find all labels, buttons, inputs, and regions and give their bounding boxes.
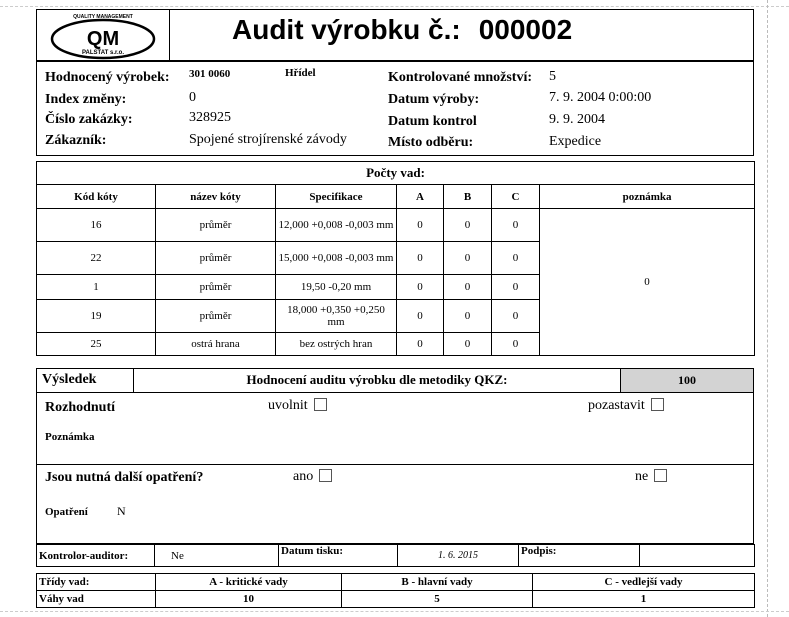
class-c-label: C - vedlejší vady (533, 574, 755, 591)
quantity-value: 5 (549, 69, 556, 84)
no-label: ne (635, 469, 649, 484)
row-b: 0 (444, 333, 492, 356)
class-a-weight: 10 (156, 591, 342, 608)
method-label: Hodnocení auditu výrobku dle metodiky QKZ: (246, 372, 508, 387)
classes-table (36, 573, 755, 608)
logo-letters: QM (86, 28, 120, 50)
yes-checkbox[interactable] (319, 469, 332, 482)
score-value: 100 (678, 373, 696, 387)
row-a: 0 (397, 300, 444, 333)
row-b: 0 (444, 300, 492, 333)
customer-label: Zákazník: (45, 133, 107, 148)
row-code: 19 (37, 300, 156, 333)
print-date-label: Datum tisku: (279, 545, 398, 567)
row-spec: 15,000 +0,008 -0,003 mm (276, 242, 397, 275)
col-note: poznámka (540, 185, 755, 209)
row-spec: 18,000 +0,350 +0,250 mm (276, 300, 397, 333)
row-spec: 12,000 +0,008 -0,003 mm (276, 209, 397, 242)
row-b: 0 (444, 275, 492, 300)
col-spec: Specifikace (276, 185, 397, 209)
product-name: Hřídel (285, 67, 316, 79)
audit-number: 000002 (478, 14, 573, 45)
row-b: 0 (444, 242, 492, 275)
row-c: 0 (492, 242, 540, 275)
col-code: Kód kóty (37, 185, 156, 209)
pickup-label: Místo odběru: (388, 135, 474, 150)
defects-table (36, 161, 755, 356)
col-b: B (444, 185, 492, 209)
prod-date-value: 7. 9. 2004 0:00:00 (549, 90, 652, 105)
product-label: Hodnocený výrobek: (45, 70, 170, 85)
row-spec: bez ostrých hran (276, 333, 397, 356)
row-code: 1 (37, 275, 156, 300)
release-option[interactable] (268, 398, 327, 414)
defects-title: Počty vad: (37, 162, 755, 185)
footer-table (36, 544, 755, 567)
check-date-label: Datum kontrol (388, 114, 477, 129)
pickup-value: Expedice (549, 134, 602, 149)
page-edge-top (0, 6, 789, 7)
class-c-weight: 1 (533, 591, 755, 608)
no-checkbox[interactable] (654, 469, 667, 482)
order-label: Číslo zakázky: (45, 112, 133, 127)
yes-label: ano (293, 469, 314, 484)
hold-checkbox[interactable] (651, 398, 664, 411)
title-text: Audit výrobku č.: (232, 14, 461, 45)
row-name: průměr (156, 275, 276, 300)
no-option[interactable] (635, 469, 667, 485)
row-spec: 19,50 -0,20 mm (276, 275, 397, 300)
row-a: 0 (397, 209, 444, 242)
measures-value: N (117, 504, 126, 518)
row-b: 0 (444, 209, 492, 242)
page-edge-right (767, 0, 768, 617)
result-label: Výsledek (42, 372, 97, 387)
signature-label: Podpis: (519, 545, 640, 567)
row-name: průměr (156, 242, 276, 275)
row-c: 0 (492, 275, 540, 300)
further-label: Jsou nutná další opatření? (45, 470, 204, 485)
row-code: 25 (37, 333, 156, 356)
prod-date-label: Datum výroby: (388, 92, 480, 107)
row-note: 0 (540, 209, 755, 356)
release-checkbox[interactable] (314, 398, 327, 411)
print-date-value: 1. 6. 2015 (398, 545, 519, 567)
page-title (232, 14, 572, 46)
row-code: 22 (37, 242, 156, 275)
release-label: uvolnit (268, 398, 308, 413)
class-b-label: B - hlavní vady (342, 574, 533, 591)
auditor-label: Kontrolor-auditor: (37, 545, 155, 567)
row-a: 0 (397, 275, 444, 300)
order-value: 328925 (189, 110, 231, 125)
yes-option[interactable] (293, 469, 332, 485)
check-date-value: 9. 9. 2004 (549, 112, 605, 127)
row-name: průměr (156, 209, 276, 242)
change-index-value: 0 (189, 90, 196, 105)
classes-label: Třídy vad: (37, 574, 156, 591)
auditor-value: Ne (155, 545, 279, 567)
decision-label: Rozhodnutí (45, 400, 116, 415)
class-b-weight: 5 (342, 591, 533, 608)
note-label: Poznámka (45, 431, 95, 443)
row-code: 16 (37, 209, 156, 242)
row-name: ostrá hrana (156, 333, 276, 356)
hold-label: pozastavit (588, 398, 645, 413)
row-a: 0 (397, 242, 444, 275)
result-frame (36, 368, 754, 544)
quantity-label: Kontrolované množství: (388, 70, 533, 85)
row-c: 0 (492, 300, 540, 333)
col-name: název kóty (156, 185, 276, 209)
row-c: 0 (492, 209, 540, 242)
change-index-label: Index změny: (45, 92, 127, 107)
logo-company: PALSTAT s.r.o. (81, 50, 125, 56)
customer-value: Spojené strojírenské závody (189, 132, 347, 147)
class-a-label: A - kritické vady (156, 574, 342, 591)
row-name: průměr (156, 300, 276, 333)
table-row (37, 209, 755, 242)
result-divider (36, 464, 754, 465)
row-a: 0 (397, 333, 444, 356)
hold-option[interactable] (588, 398, 664, 414)
logo-tagline: QUALITY MANAGEMENT (73, 14, 133, 20)
company-logo (50, 12, 156, 60)
page-edge-bottom (0, 611, 789, 612)
row-c: 0 (492, 333, 540, 356)
measures-label: Opatření (45, 506, 88, 518)
weights-label: Váhy vad (37, 591, 156, 608)
col-a: A (397, 185, 444, 209)
col-c: C (492, 185, 540, 209)
signature-field[interactable] (640, 545, 755, 567)
product-code: 301 0060 (189, 68, 231, 80)
